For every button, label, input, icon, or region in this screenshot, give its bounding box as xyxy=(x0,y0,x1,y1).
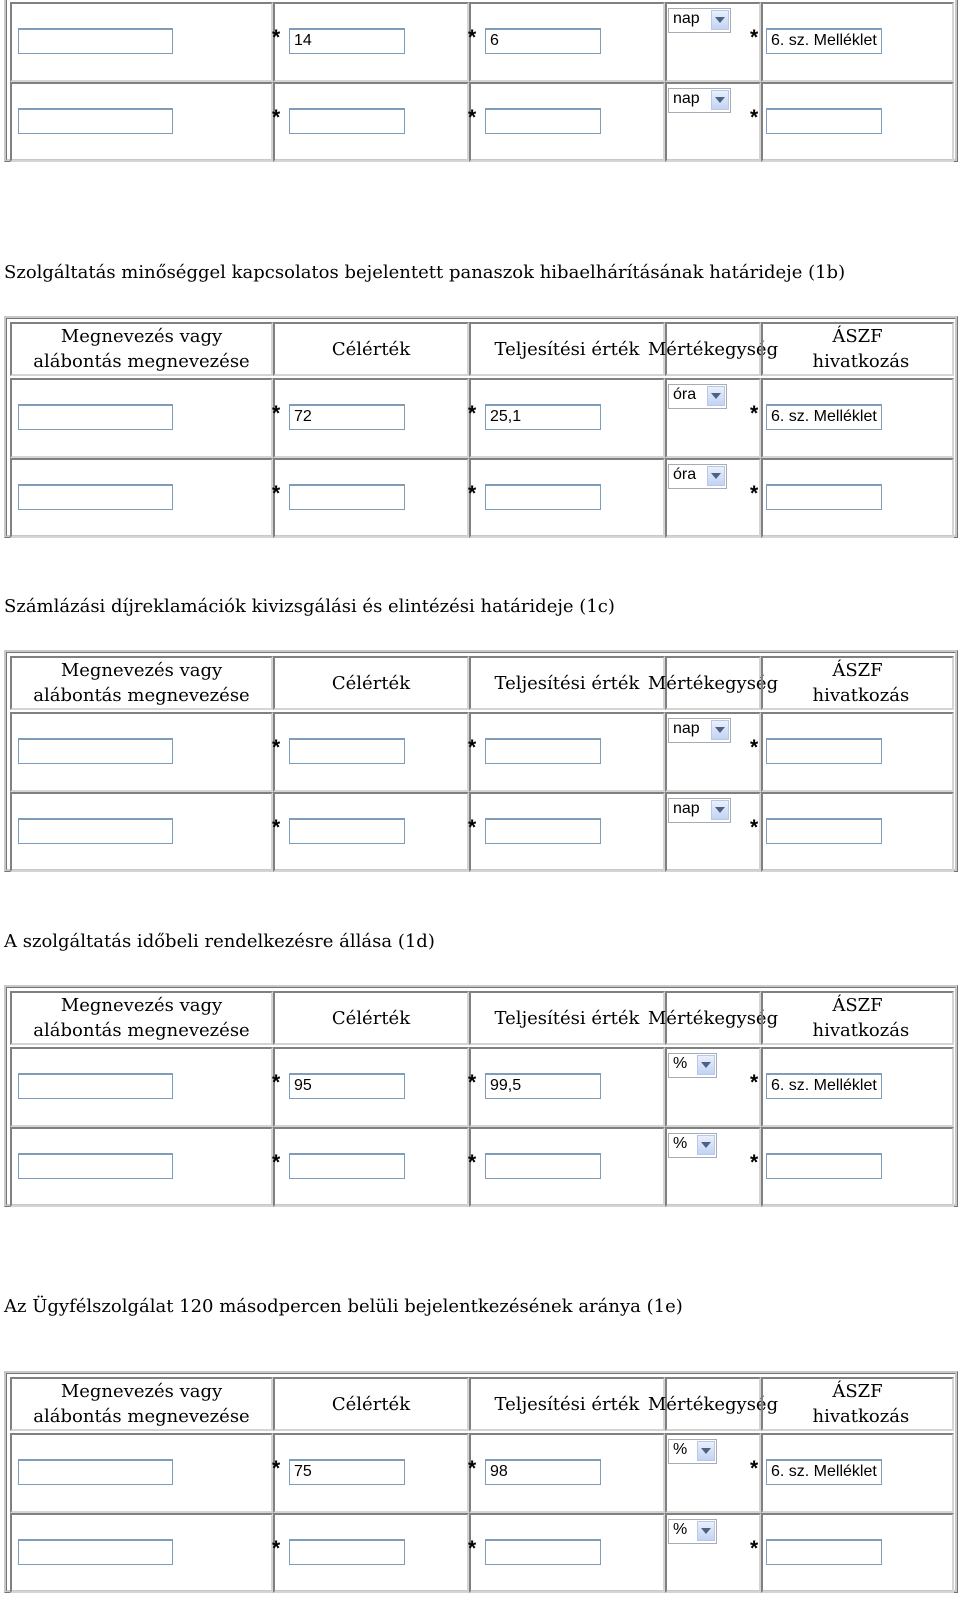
required-marker: * xyxy=(750,1537,759,1560)
table-cell xyxy=(665,1433,761,1513)
target-value-input[interactable] xyxy=(289,818,405,844)
header-label: Teljesítési érték xyxy=(494,672,640,694)
chevron-down-icon[interactable] xyxy=(711,90,729,110)
header-label: Megnevezés vagy alábontás megnevezése xyxy=(33,995,250,1041)
name-input[interactable] xyxy=(18,738,173,764)
required-marker: * xyxy=(272,1071,281,1094)
section-title: Az Ügyfélszolgálat 120 másodpercen belüli bejelentkezésének aránya (1e) xyxy=(4,1296,683,1317)
arrow-glyph xyxy=(701,1448,711,1454)
table-cell xyxy=(750,458,954,538)
table-row xyxy=(7,712,955,792)
table-cell xyxy=(273,792,469,872)
header-label: ÁSZF hivatkozás xyxy=(812,326,910,372)
header-label: Célérték xyxy=(331,1007,411,1029)
required-marker: * xyxy=(272,816,281,839)
required-marker: * xyxy=(272,1537,281,1560)
header-actual xyxy=(469,656,665,710)
header-unit xyxy=(647,991,779,1045)
table-cell xyxy=(10,792,273,872)
required-marker: * xyxy=(750,816,759,839)
table-cell xyxy=(273,82,469,162)
reference-input[interactable]: 6. sz. Melléklet xyxy=(766,1073,882,1099)
required-marker: * xyxy=(468,106,477,129)
table-cell xyxy=(10,1047,273,1127)
chevron-down-icon[interactable] xyxy=(711,720,729,740)
actual-value-input[interactable] xyxy=(485,108,601,134)
table-row xyxy=(7,1513,955,1593)
table-cell xyxy=(665,1127,761,1207)
table-cell xyxy=(469,2,665,82)
name-input[interactable] xyxy=(18,484,173,510)
header-label: ÁSZF hivatkozás xyxy=(812,1381,910,1427)
required-marker: * xyxy=(750,482,759,505)
actual-value-input[interactable] xyxy=(485,738,601,764)
name-input[interactable] xyxy=(18,28,173,54)
required-marker: * xyxy=(468,1071,477,1094)
header-target xyxy=(273,991,469,1045)
target-value-input[interactable] xyxy=(289,738,405,764)
unit-select-value: nap xyxy=(673,10,700,27)
header-target xyxy=(273,322,469,376)
table-cell xyxy=(10,1433,273,1513)
arrow-glyph xyxy=(711,473,721,479)
table-cell xyxy=(273,1513,469,1593)
reference-input[interactable] xyxy=(766,108,882,134)
required-marker: * xyxy=(272,26,281,49)
table-cell xyxy=(665,82,761,162)
required-marker: * xyxy=(468,736,477,759)
table-cell xyxy=(750,792,954,872)
table-cell xyxy=(665,1047,761,1127)
indicator-table xyxy=(4,316,958,538)
required-marker: * xyxy=(468,482,477,505)
table-row xyxy=(7,378,955,458)
table-cell xyxy=(750,1513,954,1593)
required-marker: * xyxy=(468,1457,477,1480)
table-cell xyxy=(10,2,273,82)
required-marker: * xyxy=(750,736,759,759)
header-reference xyxy=(761,656,954,710)
reference-input[interactable]: 6. sz. Melléklet xyxy=(766,404,882,430)
table-cell xyxy=(469,82,665,162)
table-row xyxy=(7,458,955,538)
chevron-down-icon[interactable] xyxy=(711,800,729,820)
table-cell xyxy=(10,378,273,458)
name-input[interactable] xyxy=(18,1539,173,1565)
actual-value-input[interactable] xyxy=(485,1539,601,1565)
header-label: Teljesítési érték xyxy=(494,1007,640,1029)
header-label: Mértékegység xyxy=(647,672,779,694)
chevron-down-icon[interactable] xyxy=(711,10,729,30)
header-label: Mértékegység xyxy=(647,1007,779,1029)
header-unit xyxy=(647,1377,779,1431)
header-name xyxy=(10,991,273,1045)
unit-select[interactable] xyxy=(668,1053,717,1078)
header-unit xyxy=(647,322,779,376)
required-marker: * xyxy=(468,402,477,425)
actual-value-input[interactable] xyxy=(485,484,601,510)
actual-value-input[interactable] xyxy=(485,1153,601,1179)
arrow-glyph xyxy=(715,17,725,23)
table-cell xyxy=(10,712,273,792)
table-cell xyxy=(750,378,954,458)
target-value-input[interactable]: 95 xyxy=(289,1073,405,1099)
table-row xyxy=(7,2,955,82)
table-cell xyxy=(273,1127,469,1207)
table-cell xyxy=(665,1513,761,1593)
chevron-down-icon[interactable] xyxy=(707,386,725,406)
reference-input[interactable]: 6. sz. Melléklet xyxy=(766,28,882,54)
actual-value-input[interactable]: 98 xyxy=(485,1459,601,1485)
indicator-table xyxy=(4,985,958,1207)
table-cell xyxy=(469,1433,665,1513)
header-reference xyxy=(761,1377,954,1431)
header-actual xyxy=(469,991,665,1045)
name-input[interactable] xyxy=(18,1073,173,1099)
table-cell xyxy=(469,1047,665,1127)
table-cell xyxy=(10,1127,273,1207)
header-label: Célérték xyxy=(331,672,411,694)
unit-select[interactable] xyxy=(668,1519,717,1544)
indicator-table xyxy=(4,1371,958,1593)
arrow-glyph xyxy=(701,1062,711,1068)
required-marker: * xyxy=(468,1151,477,1174)
table-cell xyxy=(665,458,761,538)
table-cell xyxy=(469,792,665,872)
header-label: Teljesítési érték xyxy=(494,1393,640,1415)
name-input[interactable] xyxy=(18,818,173,844)
table-cell xyxy=(750,82,954,162)
arrow-glyph xyxy=(715,727,725,733)
unit-select[interactable] xyxy=(668,464,727,489)
table-row xyxy=(7,82,955,162)
arrow-glyph xyxy=(715,97,725,103)
chevron-down-icon[interactable] xyxy=(697,1135,715,1155)
actual-value-input[interactable]: 6 xyxy=(485,28,601,54)
unit-select-value: % xyxy=(673,1135,688,1152)
target-value-input[interactable] xyxy=(289,484,405,510)
required-marker: * xyxy=(272,736,281,759)
arrow-glyph xyxy=(701,1528,711,1534)
header-label: Megnevezés vagy alábontás megnevezése xyxy=(33,326,250,372)
header-reference xyxy=(761,322,954,376)
header-label: Megnevezés vagy alábontás megnevezése xyxy=(33,1381,250,1427)
indicator-table xyxy=(4,650,958,872)
table-cell xyxy=(273,1047,469,1127)
required-marker: * xyxy=(750,402,759,425)
indicator-table xyxy=(4,0,958,162)
header-reference xyxy=(761,991,954,1045)
table-cell xyxy=(665,2,761,82)
reference-input[interactable] xyxy=(766,738,882,764)
table-cell xyxy=(750,1047,954,1127)
unit-select[interactable] xyxy=(668,798,731,823)
arrow-glyph xyxy=(711,393,721,399)
target-value-input[interactable]: 14 xyxy=(289,28,405,54)
header-label: Mértékegység xyxy=(647,338,779,360)
required-marker: * xyxy=(468,26,477,49)
actual-value-input[interactable] xyxy=(485,818,601,844)
table-cell xyxy=(273,712,469,792)
table-cell xyxy=(750,1433,954,1513)
required-marker: * xyxy=(750,1457,759,1480)
required-marker: * xyxy=(468,816,477,839)
unit-select-value: nap xyxy=(673,800,700,817)
name-input[interactable] xyxy=(18,108,173,134)
header-label: Megnevezés vagy alábontás megnevezése xyxy=(33,660,250,706)
name-input[interactable] xyxy=(18,1153,173,1179)
target-value-input[interactable]: 75 xyxy=(289,1459,405,1485)
actual-value-input[interactable]: 99,5 xyxy=(485,1073,601,1099)
table-row xyxy=(7,1047,955,1127)
arrow-glyph xyxy=(701,1142,711,1148)
table-cell xyxy=(10,82,273,162)
required-marker: * xyxy=(750,106,759,129)
table-cell xyxy=(665,712,761,792)
chevron-down-icon[interactable] xyxy=(697,1055,715,1075)
target-value-input[interactable] xyxy=(289,1153,405,1179)
unit-select-value: óra xyxy=(673,386,697,403)
header-label: ÁSZF hivatkozás xyxy=(812,660,910,706)
table-cell xyxy=(273,2,469,82)
unit-select-value: % xyxy=(673,1055,688,1072)
unit-select[interactable] xyxy=(668,1439,717,1464)
required-marker: * xyxy=(272,106,281,129)
table-cell xyxy=(469,378,665,458)
table-cell xyxy=(469,1127,665,1207)
header-label: Célérték xyxy=(331,338,411,360)
target-value-input[interactable]: 72 xyxy=(289,404,405,430)
unit-select[interactable] xyxy=(668,718,731,743)
header-label: ÁSZF hivatkozás xyxy=(812,995,910,1041)
unit-select[interactable] xyxy=(668,1133,717,1158)
header-actual xyxy=(469,1377,665,1431)
header-name xyxy=(10,1377,273,1431)
header-actual xyxy=(469,322,665,376)
unit-select-value: % xyxy=(673,1441,688,1458)
header-unit xyxy=(647,656,779,710)
unit-select-value: óra xyxy=(673,466,697,483)
section-title: Számlázási díjreklamációk kivizsgálási és elintézési határideje (1c) xyxy=(4,596,615,617)
name-input[interactable] xyxy=(18,404,173,430)
header-label: Mértékegység xyxy=(647,1393,779,1415)
table-cell xyxy=(469,458,665,538)
required-marker: * xyxy=(272,1457,281,1480)
unit-select[interactable] xyxy=(668,8,731,33)
reference-input[interactable] xyxy=(766,1153,882,1179)
chevron-down-icon[interactable] xyxy=(707,466,725,486)
table-cell xyxy=(750,712,954,792)
unit-select-value: nap xyxy=(673,90,700,107)
section-title: A szolgáltatás időbeli rendelkezésre állása (1d) xyxy=(4,931,435,952)
table-cell xyxy=(10,1513,273,1593)
table-cell xyxy=(750,1127,954,1207)
name-input[interactable] xyxy=(18,1459,173,1485)
table-cell xyxy=(469,712,665,792)
reference-input[interactable]: 6. sz. Melléklet xyxy=(766,1459,882,1485)
required-marker: * xyxy=(272,402,281,425)
chevron-down-icon[interactable] xyxy=(697,1521,715,1541)
reference-input[interactable] xyxy=(766,484,882,510)
table-row xyxy=(7,792,955,872)
reference-input[interactable] xyxy=(766,1539,882,1565)
required-marker: * xyxy=(468,1537,477,1560)
required-marker: * xyxy=(750,26,759,49)
table-cell xyxy=(469,1513,665,1593)
actual-value-input[interactable]: 25,1 xyxy=(485,404,601,430)
unit-select[interactable] xyxy=(668,88,731,113)
unit-select-value: nap xyxy=(673,720,700,737)
table-cell xyxy=(665,792,761,872)
unit-select[interactable] xyxy=(668,384,727,409)
chevron-down-icon[interactable] xyxy=(697,1441,715,1461)
table-row xyxy=(7,1433,955,1513)
required-marker: * xyxy=(750,1151,759,1174)
target-value-input[interactable] xyxy=(289,108,405,134)
header-target xyxy=(273,656,469,710)
header-name xyxy=(10,656,273,710)
table-row xyxy=(7,1127,955,1207)
table-cell xyxy=(273,458,469,538)
header-name xyxy=(10,322,273,376)
header-target xyxy=(273,1377,469,1431)
header-label: Teljesítési érték xyxy=(494,338,640,360)
required-marker: * xyxy=(750,1071,759,1094)
table-cell xyxy=(273,378,469,458)
table-cell xyxy=(273,1433,469,1513)
unit-select-value: % xyxy=(673,1521,688,1538)
section-title: Szolgáltatás minőséggel kapcsolatos bejelentett panaszok hibaelhárításának határideje (1b) xyxy=(4,262,846,283)
required-marker: * xyxy=(272,482,281,505)
table-cell xyxy=(750,2,954,82)
arrow-glyph xyxy=(715,807,725,813)
reference-input[interactable] xyxy=(766,818,882,844)
table-cell xyxy=(665,378,761,458)
target-value-input[interactable] xyxy=(289,1539,405,1565)
required-marker: * xyxy=(272,1151,281,1174)
table-cell xyxy=(10,458,273,538)
header-label: Célérték xyxy=(331,1393,411,1415)
